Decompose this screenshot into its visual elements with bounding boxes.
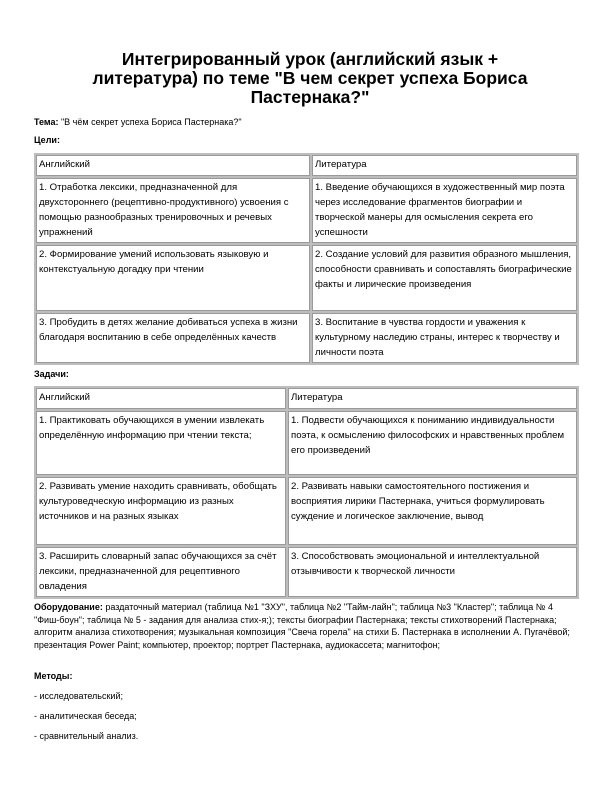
table-row [36, 411, 577, 475]
title-line-1: Интегрированный урок (английский язык + [121, 49, 499, 69]
tasks-literature-3: 3. Способствовать эмоциональной и интеллектуальной отзывчивости к творческой личности [288, 547, 577, 597]
tasks-literature-1: 1. Подвести обучающихся к пониманию индивидуальности поэта, к осмыслению философских и нравственных проблем его произведений [288, 411, 577, 475]
tasks-english-1: 1. Практиковать обучающихся в умении извлекать определённую информацию при чтении текста; [36, 411, 286, 475]
topic-label: Тема: [34, 117, 59, 127]
methods-label: Методы: [34, 671, 73, 681]
title-line-3: Пастернака?" [250, 87, 370, 107]
table-row [36, 477, 577, 545]
goals-literature-1: 1. Введение обучающихся в художественный мир поэта через исследование фрагментов биографии и творческой манеры для осмысления секрета его успешности [312, 178, 577, 243]
list-item: - исследовательский; [34, 691, 123, 701]
tasks-literature-2: 2. Развивать навыки самостоятельного постижения и восприятия лирики Пастернака, учиться формулировать суждение и логическое заключение, вывод [288, 477, 577, 545]
document-title [70, 50, 550, 107]
list-item: - аналитическая беседа; [34, 711, 137, 721]
equipment-paragraph [34, 601, 579, 651]
goals-header-english: Английский [36, 155, 310, 176]
goals-english-1: 1. Отработка лексики, предназначенной для двухстороннего (рецептивно-продуктивного) усвоения с помощью разнообразных тренировочных и речевых упражнений [36, 178, 310, 243]
goals-label: Цели: [34, 135, 60, 145]
goals-header-row [36, 155, 577, 176]
goals-literature-3: 3. Воспитание в чувства гордости и уважения к культурному наследию страны, интерес к творчеству и личности поэта [312, 313, 577, 363]
goals-english-3: 3. Пробудить в детях желание добиваться успеха в жизни благодаря воспитанию в себе определённых качеств [36, 313, 310, 363]
tasks-header-english: Английский [36, 388, 286, 409]
table-row [36, 178, 577, 243]
table-row [36, 547, 577, 597]
tasks-label: Задачи: [34, 369, 69, 379]
goals-literature-2: 2. Создание условий для развития образного мышления, способности сравнивать и сопоставлять биографические факты и лирические произведения [312, 245, 577, 311]
goals-english-2: 2. Формирование умений использовать языковую и контекстуальную догадку при чтении [36, 245, 310, 311]
goals-table [34, 153, 579, 365]
tasks-english-3: 3. Расширить словарный запас обучающихся за счёт лексики, предназначенной для рецептивного овладения [36, 547, 286, 597]
tasks-header-row [36, 388, 577, 409]
tasks-header-literature: Литература [288, 388, 577, 409]
table-row [36, 245, 577, 311]
goals-header-literature: Литература [312, 155, 577, 176]
table-row [36, 313, 577, 363]
topic-line [34, 116, 242, 128]
tasks-english-2: 2. Развивать умение находить сравнивать, обобщать культуроведческую информацию из разных источников и на разных языках [36, 477, 286, 545]
list-item: - сравнительный анализ. [34, 731, 139, 741]
equipment-label: Оборудование: [34, 602, 103, 612]
tasks-table [34, 386, 579, 599]
topic-value: "В чём секрет успеха Бориса Пастернака?" [58, 117, 242, 127]
equipment-text: раздаточный материал (таблица №1 "ЗХУ", таблица №2 "Тайм-лайн"; таблица №3 "Кластер"; таблица № 4 "Фиш-боун"; таблица № 5 - задания для анализа стих-я;); тексты биографии Пастернака; тексты стихотворений Пастернака; алгоритм анализа стихотворения; музыкальная композиция "Свеча горела" на стихи Б. Пастернака в исполнении А. Пугачёвой; презентация Power Paint; компьютер, проектор; портрет Пастернака, аудиокассета; магнитофон; [34, 602, 570, 650]
title-line-2: литература) по теме "В чем секрет успеха Бориса [92, 68, 528, 88]
